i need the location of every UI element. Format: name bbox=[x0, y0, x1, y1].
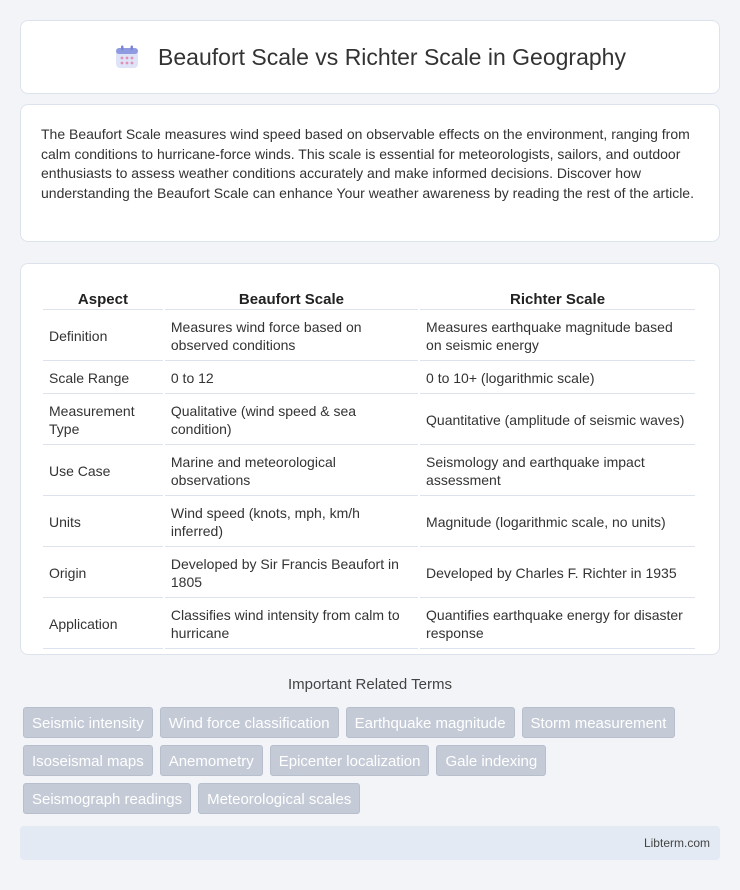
table-cell: Origin bbox=[43, 549, 163, 598]
table-cell: Quantitative (amplitude of seismic waves) bbox=[420, 396, 695, 445]
table-cell: Seismology and earthquake impact assessment bbox=[420, 447, 695, 496]
table-cell: Developed by Sir Francis Beaufort in 1805 bbox=[165, 549, 418, 598]
table-cell: Units bbox=[43, 498, 163, 547]
header-richter: Richter Scale bbox=[420, 286, 695, 310]
comparison-table-card bbox=[20, 263, 720, 655]
table-row bbox=[43, 447, 695, 496]
table-row bbox=[43, 312, 695, 361]
tag-anemometry[interactable]: Anemometry bbox=[160, 745, 263, 776]
page-title: Beaufort Scale vs Richter Scale in Geography bbox=[158, 43, 626, 70]
table-cell: Application bbox=[43, 600, 163, 649]
related-terms-heading: Important Related Terms bbox=[288, 676, 452, 693]
header-aspect: Aspect bbox=[43, 286, 163, 310]
table-cell: 0 to 10+ (logarithmic scale) bbox=[420, 363, 695, 394]
tag-wind-force-classification[interactable]: Wind force classification bbox=[160, 707, 339, 738]
table-row bbox=[43, 600, 695, 649]
table-cell: Scale Range bbox=[43, 363, 163, 394]
table-row bbox=[43, 363, 695, 394]
tag-storm-measurement[interactable]: Storm measurement bbox=[522, 707, 676, 738]
calendar-icon bbox=[114, 44, 140, 70]
table-cell: Developed by Charles F. Richter in 1935 bbox=[420, 549, 695, 598]
table-cell: Measures wind force based on observed conditions bbox=[165, 312, 418, 361]
table-cell: Quantifies earthquake energy for disaster response bbox=[420, 600, 695, 649]
table-cell: Definition bbox=[43, 312, 163, 361]
table-cell: Qualitative (wind speed & sea condition) bbox=[165, 396, 418, 445]
table-cell: Marine and meteorological observations bbox=[165, 447, 418, 496]
table-cell: Classifies wind intensity from calm to hurricane bbox=[165, 600, 418, 649]
tag-gale-indexing[interactable]: Gale indexing bbox=[436, 745, 546, 776]
table-cell: Wind speed (knots, mph, km/h inferred) bbox=[165, 498, 418, 547]
intro-card bbox=[20, 104, 720, 242]
table-row bbox=[43, 396, 695, 445]
footer bbox=[20, 826, 720, 860]
table-header-row bbox=[43, 286, 695, 310]
intro-text: The Beaufort Scale measures wind speed based on observable effects on the environment, ranging from calm conditions to hurricane-force winds. This scale is essential for meteorologists, sailors, and outdoor enthusiasts to assess weather conditions accurately and make informed decisions. Discover how understanding the Beaufort Scale can enhance Your weather awareness by reading the rest of the article. bbox=[41, 126, 694, 201]
tag-earthquake-magnitude[interactable]: Earthquake magnitude bbox=[346, 707, 515, 738]
title-wrap bbox=[114, 44, 626, 71]
table-cell: Measures earthquake magnitude based on seismic energy bbox=[420, 312, 695, 361]
tag-isoseismal-maps[interactable]: Isoseismal maps bbox=[23, 745, 153, 776]
related-terms-section bbox=[20, 676, 720, 814]
tag-seismograph-readings[interactable]: Seismograph readings bbox=[23, 783, 191, 814]
tag-meteorological-scales[interactable]: Meteorological scales bbox=[198, 783, 360, 814]
table-row bbox=[43, 549, 695, 598]
header-card bbox=[20, 20, 720, 94]
table-cell: Use Case bbox=[43, 447, 163, 496]
comparison-table bbox=[41, 284, 697, 651]
tag-seismic-intensity[interactable]: Seismic intensity bbox=[23, 707, 153, 738]
related-terms-tags bbox=[20, 707, 720, 814]
header-beaufort: Beaufort Scale bbox=[165, 286, 418, 310]
table-row bbox=[43, 498, 695, 547]
footer-site-link[interactable]: Libterm.com bbox=[643, 836, 710, 850]
table-cell: 0 to 12 bbox=[165, 363, 418, 394]
table-cell: Magnitude (logarithmic scale, no units) bbox=[420, 498, 695, 547]
tag-epicenter-localization[interactable]: Epicenter localization bbox=[270, 745, 430, 776]
table-cell: Measurement Type bbox=[43, 396, 163, 445]
